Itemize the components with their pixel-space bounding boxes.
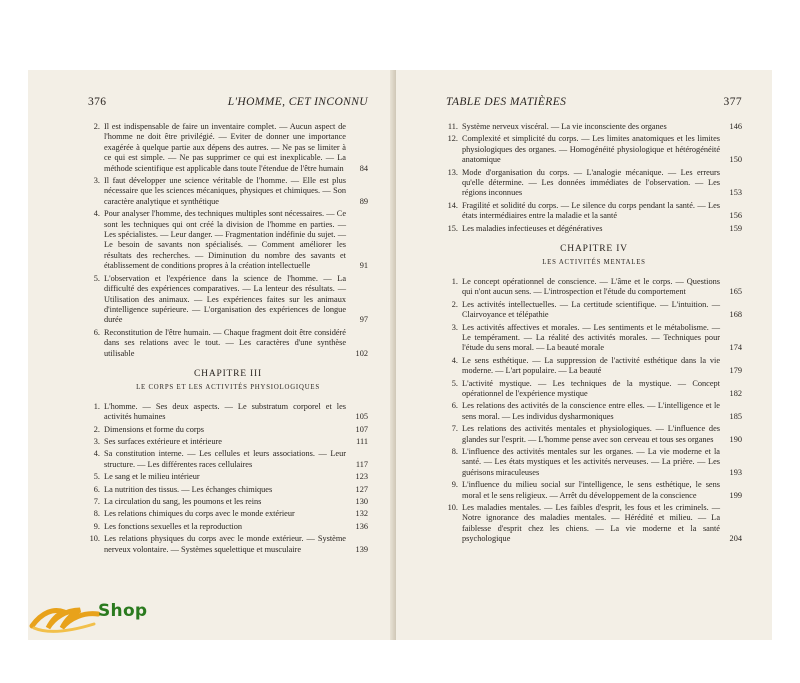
toc-entry — [88, 274, 368, 326]
toc-entry — [446, 122, 742, 132]
toc-entry — [88, 122, 368, 174]
entry-number: 3. — [93, 436, 100, 446]
entry-text: Les relations chimiques du corps avec le monde extérieur — [104, 509, 295, 519]
entry-number: 10. — [89, 534, 100, 544]
entry-page-number: 127 — [355, 484, 368, 494]
toc-entry — [446, 447, 742, 478]
chapter-subtitle: LES ACTIVITÉS MENTALES — [542, 259, 646, 267]
entry-text: Le concept opérationnel de conscience. — L'âme et le corps. — Questions qui n'ont aucun sens. — L'introspection et l'étude du comportement — [462, 276, 720, 297]
toc-entry — [446, 379, 742, 400]
toc-entry — [446, 277, 742, 298]
entry-number: 8. — [451, 446, 458, 456]
toc-entry — [88, 509, 368, 519]
left-entries-list — [88, 122, 368, 359]
entry-page-number: 165 — [729, 287, 742, 297]
entry-number: 12. — [447, 134, 458, 144]
toc-entry — [446, 224, 742, 234]
entry-page-number: 91 — [359, 261, 368, 271]
toc-entry — [88, 437, 368, 447]
entry-page-number: 153 — [729, 188, 742, 198]
entry-page-number: 130 — [355, 497, 368, 506]
entry-text: Mode d'organisation du corps. — L'analogie mécanique. — Les erreurs qu'elle détermine. — Les données immédiates de l'observation. — Les régions inconnues — [462, 167, 720, 198]
entry-text: Les relations physiques du corps avec le monde extérieur. — Système nerveux volontaire. — Systèmes squelettique et musculaire — [104, 534, 346, 554]
entry-number: 5. — [451, 378, 458, 388]
entry-page-number: 102 — [355, 348, 368, 358]
right-running-title: TABLE DES MATIÈRES — [446, 96, 567, 108]
toc-entry — [446, 323, 742, 354]
left-running-title: L'HOMME, CET INCONNU — [227, 96, 368, 108]
entry-text: Les relations des activités mentales et physiologiques. — L'influence des glandes sur l'esprit. — L'homme pense avec son cerveau et tous ses organes — [462, 424, 720, 444]
entry-number: 6. — [93, 327, 100, 337]
entry-number: 3. — [93, 176, 100, 186]
left-page-number: 376 — [88, 96, 107, 108]
logo-text: Shop — [98, 601, 148, 621]
entry-page-number: 107 — [355, 424, 368, 434]
toc-entry — [88, 209, 368, 271]
toc-entry — [446, 503, 742, 545]
toc-entry — [446, 300, 742, 321]
entry-text: Ses surfaces extérieure et intérieure — [104, 436, 222, 446]
entry-number: 14. — [447, 200, 458, 210]
entry-page-number: 132 — [355, 509, 368, 519]
entry-page-number: 150 — [729, 155, 742, 165]
toc-entry — [446, 401, 742, 422]
entry-number: 4. — [93, 449, 100, 459]
entry-number: 5. — [93, 472, 100, 482]
toc-entry — [446, 480, 742, 501]
entry-number: 4. — [451, 355, 458, 365]
entry-text: Les relations des activités de la conscience entre elles. — L'intelligence et le sens moral. — Les individus dysharmoniques — [462, 401, 720, 421]
entry-number: 9. — [93, 521, 100, 531]
left-running-head — [88, 96, 368, 108]
entry-text: Les fonctions sexuelles et la reproduction — [104, 521, 243, 531]
entry-text: Fragilité et solidité du corps. — Le silence du corps pendant la santé. — Les états intermédiaires entre la maladie et la santé — [462, 200, 720, 221]
toc-entry — [88, 176, 368, 207]
entry-number: 6. — [451, 401, 458, 411]
entry-number: 2. — [93, 424, 100, 434]
entry-text: L'influence du milieu social sur l'intelligence, le sens esthétique, le sens moral et le sens religieux. — Arrêt du développement de la conscience — [462, 480, 720, 500]
toc-entry — [88, 472, 368, 482]
chapter-title: CHAPITRE IV — [560, 244, 628, 255]
right-toc — [446, 122, 742, 545]
entry-text: Sa constitution interne. — Les cellules et leurs associations. — Leur structure. — Les différentes races cellulaires — [104, 449, 346, 469]
entry-number: 2. — [93, 122, 100, 131]
entry-text: Reconstitution de l'être humain. — Chaque fragment doit être considéré dans ses relations avec le tout. — Les caractères d'une synthèse utilisable — [104, 327, 346, 358]
entry-number: 1. — [93, 401, 100, 411]
entry-text: L'homme. — Ses deux aspects. — Le substratum corporel et les activités humaines — [104, 401, 346, 422]
toc-entry — [88, 328, 368, 359]
entry-page-number: 156 — [729, 211, 742, 221]
entry-text: L'activité mystique. — Les techniques de la mystique. — Concept opérationnel de l'expérience mystique — [462, 378, 720, 398]
entry-page-number: 193 — [729, 467, 742, 477]
entry-page-number: 123 — [355, 472, 368, 482]
toc-entry — [88, 485, 368, 495]
entry-page-number: 204 — [729, 534, 742, 544]
toc-entry — [88, 449, 368, 470]
entry-number: 7. — [451, 424, 458, 434]
entry-text: La circulation du sang, les poumons et les reins — [104, 497, 262, 506]
chapter-title: CHAPITRE III — [194, 368, 262, 379]
entry-text: Le sang et le milieu intérieur — [104, 472, 200, 482]
left-toc — [88, 122, 368, 555]
entry-text: La nutrition des tissus. — Les échanges chimiques — [104, 484, 273, 494]
entry-text: Les maladies infectieuses et dégénératives — [462, 223, 603, 233]
left-chapter-entries-list — [88, 402, 368, 555]
book-spread — [28, 70, 772, 640]
entry-page-number: 168 — [729, 310, 742, 320]
entry-page-number: 190 — [729, 434, 742, 444]
entry-page-number: 146 — [729, 122, 742, 131]
entry-page-number: 182 — [729, 388, 742, 398]
toc-entry — [88, 534, 368, 555]
entry-page-number: 174 — [729, 343, 742, 353]
chapter-subtitle: LE CORPS ET LES ACTIVITÉS PHYSIOLOGIQUES — [136, 384, 320, 392]
entry-number: 4. — [93, 209, 100, 219]
left-page — [28, 70, 396, 640]
shop-logo[interactable] — [28, 598, 158, 638]
entry-number: 7. — [93, 497, 100, 506]
entry-page-number: 105 — [355, 412, 368, 422]
right-page-number: 377 — [723, 96, 742, 108]
entry-page-number: 97 — [359, 315, 368, 325]
entry-text: Complexité et simplicité du corps. — Les limites anatomiques et les limites physiologiques des organes. — Homogénéité physiologique et hétérogénéité anatomique — [462, 134, 720, 165]
entry-number: 10. — [447, 503, 458, 512]
toc-entry — [446, 134, 742, 165]
toc-entry — [88, 402, 368, 423]
entry-number: 5. — [93, 273, 100, 283]
entry-number: 6. — [93, 484, 100, 494]
entry-text: Système nerveux viscéral. — La vie inconsciente des organes — [462, 122, 667, 131]
toc-entry — [88, 425, 368, 435]
entry-number: 1. — [451, 276, 458, 286]
entry-page-number: 89 — [359, 196, 368, 206]
toc-entry — [446, 424, 742, 445]
entry-number: 8. — [93, 509, 100, 519]
entry-number: 2. — [451, 299, 458, 309]
entry-page-number: 84 — [359, 163, 368, 173]
toc-entry — [88, 522, 368, 532]
entry-text: Les activités affectives et morales. — Les sentiments et le métabolisme. — Le tempérament. — La réalité des activités morales. — Techniques pour l'étude du sens moral. — La beauté morale — [462, 322, 720, 353]
entry-number: 3. — [451, 322, 458, 332]
entry-page-number: 199 — [729, 490, 742, 500]
entry-text: Le sens esthétique. — La suppression de l'activité esthétique dans la vie moderne. — L'art populaire. — La beauté — [462, 355, 720, 376]
toc-entry — [446, 201, 742, 222]
entry-number: 15. — [447, 223, 458, 233]
entry-page-number: 111 — [356, 436, 368, 446]
entry-page-number: 185 — [729, 411, 742, 421]
entry-text: Les maladies mentales. — Les faibles d'esprit, les fous et les criminels. — Notre ignorance des maladies mentales. — Hérédité et milieu. — La faiblesse d'esprit chez les chiens. — La vie moderne et la santé psychologique — [462, 503, 720, 544]
toc-entry — [446, 356, 742, 377]
entry-text: Il faut développer une science véritable de l'homme. — Elle est plus nécessaire que les sciences mécaniques, physiques et chimiques. — Son caractère analytique et synthétique — [104, 176, 346, 206]
entry-number: 11. — [447, 122, 458, 131]
entry-page-number: 179 — [729, 366, 742, 376]
entry-page-number: 117 — [355, 459, 368, 469]
entry-text: Dimensions et forme du corps — [104, 424, 205, 434]
entry-text: Il est indispensable de faire un inventaire complet. — Aucun aspect de l'homme ne doit être privilégié. — Eviter de donner une importance exagérée à quelque partie aux dépens des autres. — Ne pas se limiter à ce qui est simple. — Ne pas supprimer ce qui est inexplicable. — La méthode scientifique est applicable dans toute l'étendue de l'être humain — [104, 122, 346, 173]
entry-page-number: 136 — [355, 521, 368, 531]
entry-number: 13. — [447, 167, 458, 177]
entry-text: L'observation et l'expérience dans la science de l'homme. — La difficulté des expériences comparatives. — La lenteur des résultats. — Utilisation des animaux. — Les expériences faites sur les animaux d'intelligence supérieure. — L'organisation des expériences de longue durée — [104, 273, 346, 325]
right-page — [396, 70, 772, 640]
entry-page-number: 159 — [729, 223, 742, 233]
toc-entry — [88, 497, 368, 507]
entry-number: 9. — [451, 480, 458, 490]
entry-page-number: 139 — [355, 544, 368, 554]
right-chapter-entries-list — [446, 277, 742, 545]
toc-entry — [446, 168, 742, 199]
right-entries-list — [446, 122, 742, 234]
entry-text: L'influence des activités mentales sur les organes. — La vie moderne et la santé. — Les états mystiques et les activités nerveuses. — La prière. — Les guérisons miraculeuses — [462, 446, 720, 477]
entry-text: Les activités intellectuelles. — La certitude scientifique. — L'intuition. — Clairvoyance et télépathie — [462, 299, 720, 320]
entry-text: Pour analyser l'homme, des techniques multiples sont nécessaires. — Ce sont les techniques qui ont créé la division de l'homme en parties. — Les spécialistes. — Leur danger. — Fragmentation indéfinie du sujet. — Le besoin de savants non spécialisés. — Comment améliorer les résultats des recherches. — Diminution du nombre des savants et établissement de conditions propres à la création intellectuelle — [104, 209, 346, 271]
right-running-head — [446, 96, 742, 108]
